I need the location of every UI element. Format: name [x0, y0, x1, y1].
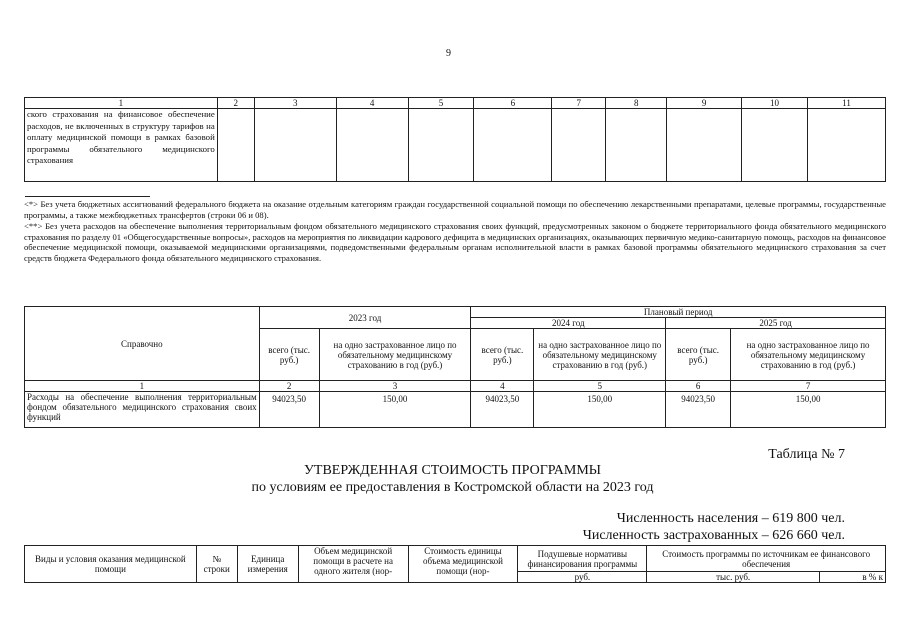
table-title: УТВЕРЖДЕННАЯ СТОИМОСТЬ ПРОГРАММЫ [303, 463, 602, 478]
table-cell: 94023,50 [666, 392, 731, 428]
col-header: 1 [25, 98, 218, 109]
col-header: 6 [474, 98, 552, 109]
table-cell [217, 109, 254, 182]
col-header: 7 [552, 98, 606, 109]
continuation-table [24, 97, 886, 182]
table-label: Таблица № 7 [768, 447, 845, 462]
header-volume: Объем медицинской помощи в расчете на одного жителя (нор- [298, 546, 408, 583]
col-number: 5 [534, 381, 666, 392]
table-subtitle: по условиям ее предоставления в Костромской области на 2023 год [251, 480, 654, 495]
table-cell [552, 109, 606, 182]
col-number: 1 [25, 381, 260, 392]
col-number: 2 [259, 381, 319, 392]
ref-label: Справочно [25, 307, 260, 381]
page-number: 9 [446, 48, 451, 59]
table-cell [667, 109, 742, 182]
year-2025: 2025 год [666, 318, 886, 329]
population-count: Численность населения – 619 800 чел. [616, 511, 845, 526]
col-number: 7 [731, 381, 886, 392]
col-header: 10 [742, 98, 808, 109]
total-header: всего (тыс. руб.) [259, 329, 319, 381]
plan-period: Плановый период [471, 307, 886, 318]
year-2024: 2024 год [471, 318, 666, 329]
col-number: 4 [471, 381, 534, 392]
footnote-1: <*> Без учета бюджетных ассигнований федерального бюджета на оказание отдельным категориям граждан государственной социальной помощи по обеспечению лекарственными препаратами, целевые программы, государственные программы, а также межбюджетных трансфертов (строки 06 и 08). [24, 199, 886, 220]
table-cell [742, 109, 808, 182]
table-cell [474, 109, 552, 182]
program-cost-table [24, 545, 886, 583]
header-rub: руб. [518, 572, 647, 583]
table-cell [254, 109, 336, 182]
table-cell: 94023,50 [471, 392, 534, 428]
header-thousand-rub: тыс. руб. [647, 572, 820, 583]
footnote-2: <**> Без учета расходов на обеспечение выполнения территориальным фондом обязательного медицинского страхования своих функций, предусмотренных законом о бюджете территориального фонда обязательного медицинского страхования по разделу 01 «Общегосударственные вопросы», расходов на мероприятия по ликвидации кадрового дефицита в медицинских организациях, оказывающих первичную медико-санитарную помощь, расходов на финансовое обеспечение медицинской помощи, оказываемой медицинскими организациями, подведомственными федеральным органам исполнительной власти в рамках базовой программы обязательного медицинского страхования за счет средств бюджета Федерального фонда обязательного медицинского страхования. [24, 221, 886, 263]
row-label: Расходы на обеспечение выполнения территориальным фондом обязательного медицинского страхования своих функций [25, 392, 260, 428]
per-insured-header: на одно застрахованное лицо по обязательному медицинскому страхованию в год (руб.) [731, 329, 886, 381]
col-header: 3 [254, 98, 336, 109]
table-cell [336, 109, 408, 182]
header-unit: Единица измерения [237, 546, 298, 583]
header-program-cost: Стоимость программы по источникам ее финансового обеспечения [647, 546, 886, 572]
insured-count: Численность застрахованных – 626 660 чел. [582, 528, 845, 543]
per-insured-header: на одно застрахованное лицо по обязательному медицинскому страхованию в год (руб.) [319, 329, 471, 381]
col-header: 4 [336, 98, 408, 109]
table-cell: 150,00 [731, 392, 886, 428]
table-cell [808, 109, 886, 182]
per-insured-header: на одно застрахованное лицо по обязательному медицинскому страхованию в год (руб.) [534, 329, 666, 381]
footnotes [24, 199, 886, 264]
total-header: всего (тыс. руб.) [666, 329, 731, 381]
footnote-separator [25, 196, 150, 197]
reference-table [24, 306, 886, 428]
col-header: 11 [808, 98, 886, 109]
header-kinds: Виды и условия оказания медицинской помощи [25, 546, 197, 583]
header-per-capita: Подушевые нормативы финансирования программы [518, 546, 647, 572]
table-cell: 94023,50 [259, 392, 319, 428]
table-cell: 150,00 [534, 392, 666, 428]
col-number: 6 [666, 381, 731, 392]
table-cell: 150,00 [319, 392, 471, 428]
row-label: ского страхования на финансовое обеспечение расходов, не включенных в структуру тарифов на оплату медицинской помощи в рамках базовой программы обязательного медицинского страхования [25, 109, 218, 182]
col-header: 5 [408, 98, 474, 109]
col-header: 8 [606, 98, 667, 109]
header-row-number: № строки [196, 546, 237, 583]
table-cell [606, 109, 667, 182]
total-header: всего (тыс. руб.) [471, 329, 534, 381]
header-percent: в % к [820, 572, 886, 583]
col-header: 2 [217, 98, 254, 109]
year-2023: 2023 год [259, 307, 471, 329]
col-header: 9 [667, 98, 742, 109]
header-cost: Стоимость единицы объема медицинской помощи (нор- [408, 546, 518, 583]
col-number: 3 [319, 381, 471, 392]
table-cell [408, 109, 474, 182]
